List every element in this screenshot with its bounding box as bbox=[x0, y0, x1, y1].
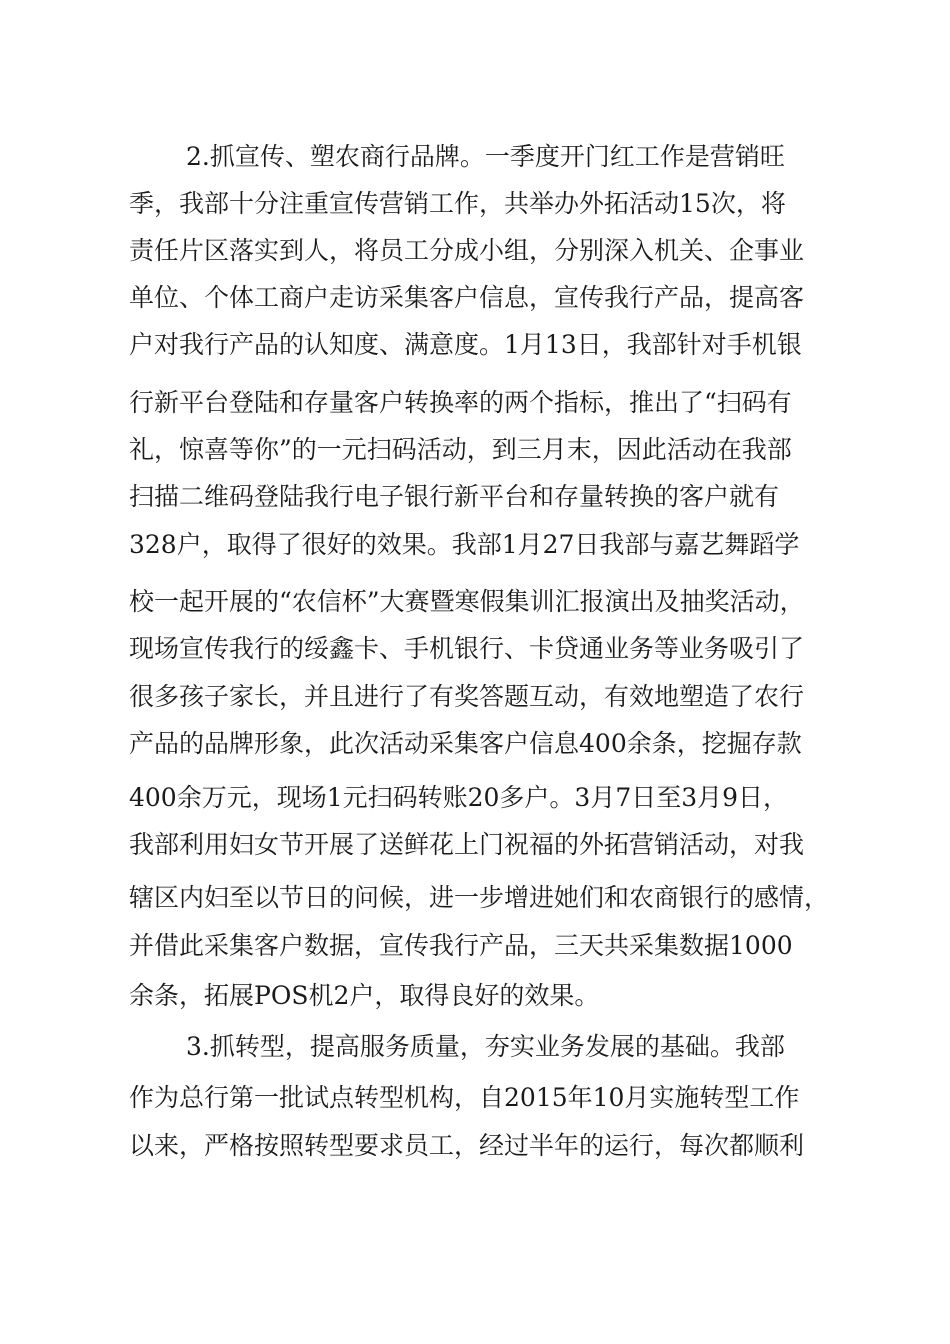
paragraph-2-line-9: 328户，取得了很好的效果。我部1月27日我部与嘉艺舞蹈学 bbox=[129, 530, 800, 559]
paragraph-2-line-12: 很多孩子家长，并且进行了有奖答题互动，有效地塑造了农行 bbox=[129, 682, 805, 711]
paragraph-2-line-16: 辖区内妇至以节日的问候，进一步增进她们和农商银行的感情， bbox=[129, 883, 829, 912]
paragraph-3-line-3: 以来，严格按照转型要求员工，经过半年的运行，每次都顺利 bbox=[129, 1131, 805, 1160]
paragraph-3-line-1: 3.抓转型，提高服务质量，夯实业务发展的基础。我部 bbox=[186, 1032, 785, 1061]
paragraph-2-line-2: 季，我部十分注重宣传营销工作，共举办外拓活动15次，将 bbox=[129, 189, 786, 218]
paragraph-2-line-11: 现场宣传我行的绥鑫卡、手机银行、卡贷通业务等业务吸引了 bbox=[129, 634, 805, 663]
paragraph-2-line-8: 扫描二维码登陆我行电子银行新平台和存量转换的客户就有 bbox=[129, 482, 780, 511]
paragraph-2-line-17: 并借此采集客户数据，宣传我行产品，三天共采集数据1000 bbox=[129, 931, 793, 960]
paragraph-2-line-1: 2.抓宣传、塑农商行品牌。一季度开门红工作是营销旺 bbox=[186, 142, 785, 171]
paragraph-2-line-4: 单位、个体工商户走访采集客户信息，宣传我行产品，提高客 bbox=[129, 283, 805, 312]
paragraph-2-line-18: 余条，拓展POS机2户，取得良好的效果。 bbox=[129, 981, 600, 1010]
paragraph-2-line-7: 礼，惊喜等你”的一元扫码活动，到三月末，因此活动在我部 bbox=[129, 435, 792, 464]
paragraph-2-line-5: 户对我行产品的认知度、满意度。1月13日，我部针对手机银 bbox=[129, 330, 802, 359]
paragraph-2-line-3: 责任片区落实到人，将员工分成小组，分别深入机关、企事业 bbox=[129, 236, 805, 265]
paragraph-2-line-15: 我部利用妇女节开展了送鲜花上门祝福的外拓营销活动，对我 bbox=[129, 830, 805, 859]
paragraph-3-line-2: 作为总行第一批试点转型机构，自2015年10月实施转型工作 bbox=[129, 1083, 800, 1112]
paragraph-2-line-14: 400余万元，现场1元扫码转账20多户。3月7日至3月9日， bbox=[129, 783, 789, 812]
paragraph-2-line-6: 行新平台登陆和存量客户转换率的两个指标，推出了“扫码有 bbox=[129, 388, 792, 417]
paragraph-2-line-13: 产品的品牌形象，此次活动采集客户信息400余条，挖掘存款 bbox=[129, 729, 802, 758]
paragraph-2-line-10: 校一起开展的“农信杯”大赛暨寒假集训汇报演出及抽奖活动， bbox=[129, 587, 805, 616]
